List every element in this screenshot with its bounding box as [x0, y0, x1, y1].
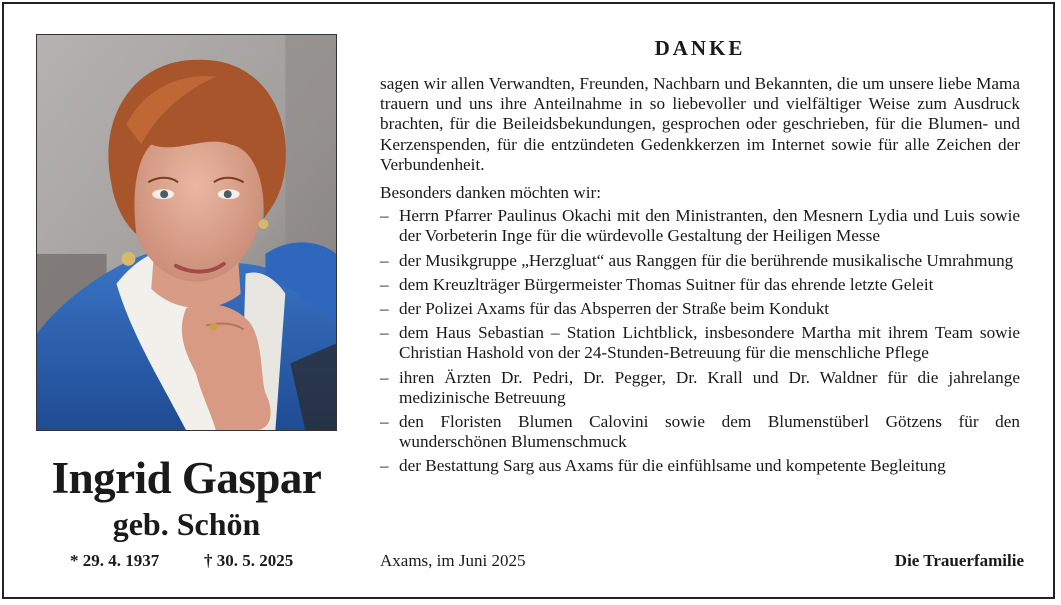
- special-thanks-heading: Besonders danken möchten wir:: [380, 183, 601, 203]
- notice-body: [380, 74, 1020, 481]
- dash-bullet: –: [380, 274, 389, 294]
- dash-bullet: –: [380, 206, 389, 226]
- dash-bullet: –: [380, 323, 389, 343]
- list-item: [380, 412, 1020, 452]
- list-item: [380, 323, 1020, 363]
- list-item-text: den Floristen Blumen Calovini sowie dem Blumenstüberl Götzens für den wunderschönen Blumenschmuck: [399, 412, 1020, 452]
- list-item-text: der Polizei Axams für das Absperren der Straße beim Kondukt: [399, 299, 830, 319]
- dash-bullet: –: [380, 250, 389, 270]
- place-date: Axams, im Juni 2025: [380, 551, 526, 570]
- list-item: [380, 368, 1020, 408]
- list-item-text: Herrn Pfarrer Paulinus Okachi mit den Ministranten, den Mesnern Lydia und Luis sowie der Vorbeterin Inge für die würdevolle Gestaltung der Heiligen Messe: [399, 206, 1020, 246]
- list-item: [380, 456, 1020, 476]
- signature: Die Trauerfamilie: [894, 551, 1024, 570]
- list-item: [380, 206, 1020, 246]
- list-item-text: dem Kreuzlträger Bürgermeister Thomas Suitner für das ehrende letzte Geleit: [399, 274, 934, 294]
- portrait-image: [37, 35, 336, 430]
- list-item-text: der Bestattung Sarg aus Axams für die einfühlsame und kompetente Begleitung: [399, 456, 946, 476]
- thanks-list: [380, 206, 1020, 476]
- maiden-name: geb. Schön: [112, 506, 261, 542]
- dash-bullet: –: [380, 367, 389, 387]
- notice-heading: DANKE: [654, 36, 746, 60]
- list-item: [380, 251, 1020, 271]
- deceased-name: Ingrid Gaspar: [51, 453, 322, 503]
- portrait-photo: [36, 34, 337, 431]
- birth-date: * 29. 4. 1937: [70, 551, 160, 570]
- intro-paragraph: sagen wir allen Verwandten, Freunden, Nachbarn und Bekannten, die um unsere liebe Mama trauern und uns ihre Anteilnahme in so liebevoller und vielfältiger Weise zum Ausdruck brachten, für die Beileidsbekundungen, gesprochen oder geschrieben, für die Blumen- und Kerzenspenden, für die entzündeten Gedenkkerzen im Internet sowie für alle Zeichen der Verbundenheit.: [380, 74, 1020, 174]
- list-item: [380, 299, 1020, 319]
- dash-bullet: –: [380, 299, 389, 319]
- death-date: † 30. 5. 2025: [204, 551, 294, 570]
- list-item-text: ihren Ärzten Dr. Pedri, Dr. Pegger, Dr. Krall und Dr. Waldner für die jahrelange medizinische Betreuung: [399, 367, 1020, 407]
- list-item: [380, 275, 1020, 295]
- list-item-text: der Musikgruppe „Herzgluat“ aus Ranggen für die berührende musikalische Umrahmung: [399, 250, 1014, 270]
- dash-bullet: –: [380, 456, 389, 476]
- list-item-text: dem Haus Sebastian – Station Lichtblick, insbesondere Martha mit ihrem Team sowie Christian Hashold von der 24-Stunden-Betreuung für die menschliche Pflege: [399, 323, 1020, 363]
- dash-bullet: –: [380, 412, 389, 432]
